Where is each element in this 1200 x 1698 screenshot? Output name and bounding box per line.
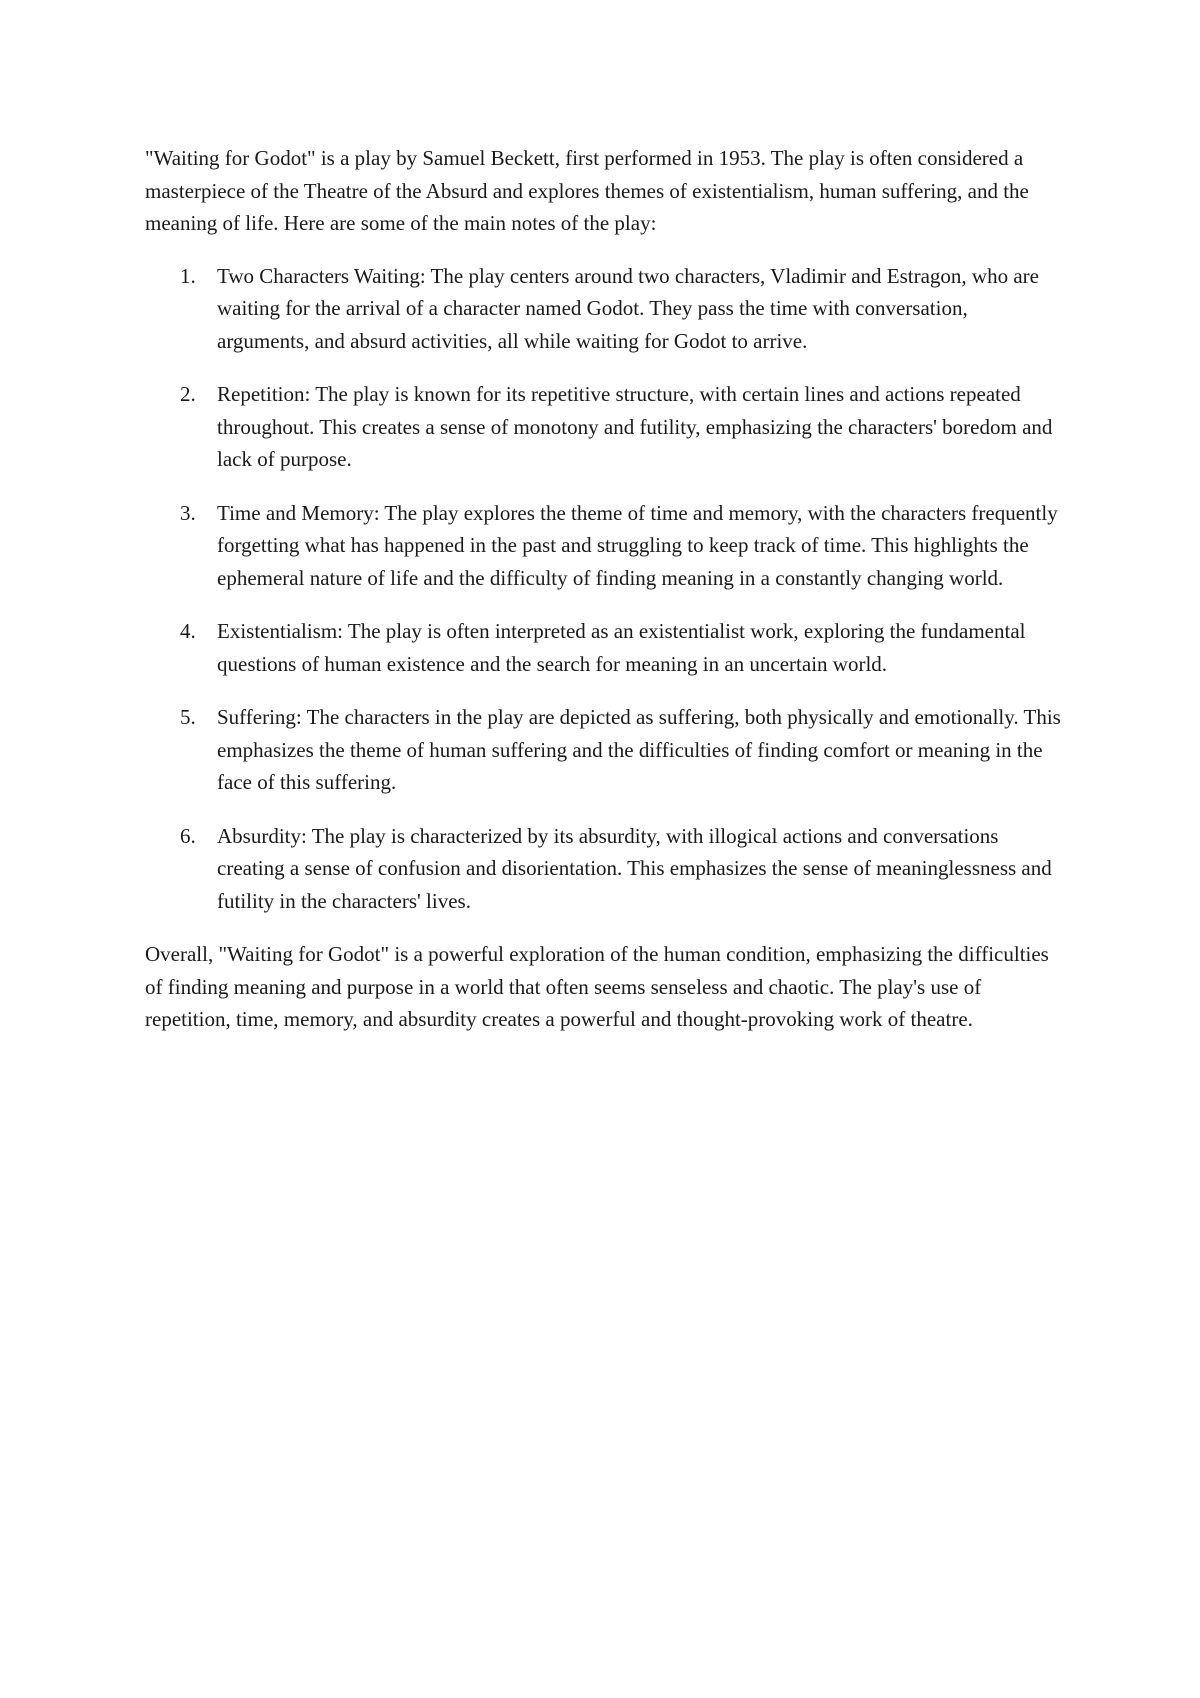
list-item-text: Two Characters Waiting: The play centers around two characters, Vladimir and Estragon, who are waiting for the arrival of a character named Godot. They pass the time with conversation, arguments, and absurd activities, all while waiting for Godot to arrive. (217, 263, 1039, 353)
document-body (145, 142, 1065, 1036)
conclusion-paragraph: Overall, "Waiting for Godot" is a powerful exploration of the human condition, emphasizing the difficulties of finding meaning and purpose in a world that often seems senseless and chaotic. The play's use of repetition, time, memory, and absurdity creates a powerful and thought-provoking work of theatre. (145, 942, 1049, 1031)
list-item-text: Time and Memory: The play explores the theme of time and memory, with the characters frequently forgetting what has happened in the past and struggling to keep track of time. This highlights the ephemeral nature of life and the difficulty of finding meaning in a constantly changing world. (217, 500, 1058, 590)
list-item (145, 820, 1065, 918)
list-item-number: 3. (180, 500, 196, 525)
list-item-text: Suffering: The characters in the play are depicted as suffering, both physically and emotionally. This emphasizes the theme of human suffering and the difficulties of finding comfort or meaning in the face of this suffering. (217, 705, 1061, 794)
list-item-text: Absurdity: The play is characterized by its absurdity, with illogical actions and conversations creating a sense of confusion and disorientation. This emphasizes the sense of meaninglessness and futility in the characters' lives. (217, 823, 1052, 913)
list-item-number: 1. (180, 263, 196, 288)
list-item (145, 701, 1065, 799)
list-item-number: 5. (180, 705, 196, 729)
list-item-number: 4. (180, 619, 196, 643)
list-item (145, 378, 1065, 476)
list-item-number: 6. (180, 823, 196, 848)
list-item (145, 497, 1065, 595)
list-item-number: 2. (180, 382, 196, 406)
intro-paragraph: "Waiting for Godot" is a play by Samuel Beckett, first performed in 1953. The play is often considered a masterpiece of the Theatre of the Absurd and explores themes of existentialism, human suffering, and the meaning of life. Here are some of the main notes of the play: (145, 146, 1029, 235)
notes-list (145, 260, 1065, 918)
list-item-text: Repetition: The play is known for its repetitive structure, with certain lines and actions repeated throughout. This creates a sense of monotony and futility, emphasizing the characters' boredom and lack of purpose. (217, 382, 1053, 471)
list-item (145, 615, 1065, 680)
list-item-text: Existentialism: The play is often interpreted as an existentialist work, exploring the fundamental questions of human existence and the search for meaning in an uncertain world. (217, 619, 1026, 676)
list-item (145, 260, 1065, 358)
